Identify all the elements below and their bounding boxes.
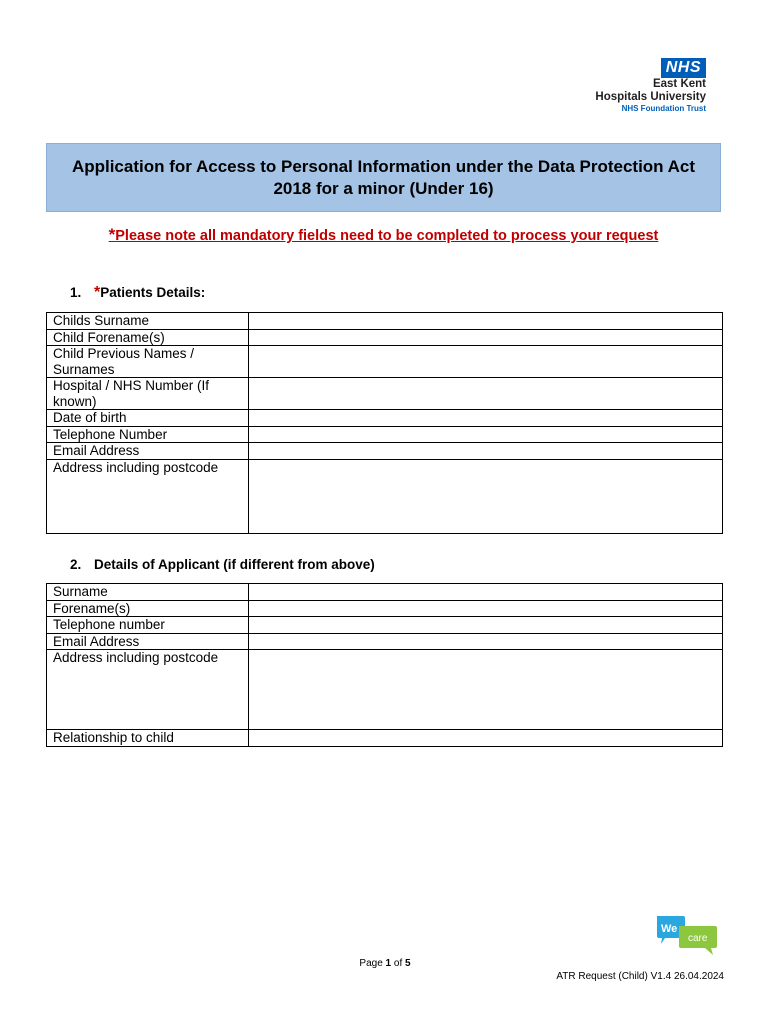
logo-foundation-trust: NHS Foundation Trust bbox=[621, 104, 706, 113]
field-label: Telephone Number bbox=[47, 426, 249, 443]
we-care-logo bbox=[655, 914, 719, 956]
applicant-forename-field[interactable] bbox=[249, 600, 723, 617]
title-box bbox=[46, 143, 721, 212]
mandatory-star: * bbox=[108, 225, 116, 244]
logo-east-kent: East Kent bbox=[652, 78, 706, 90]
field-label: Relationship to child bbox=[47, 730, 249, 747]
child-previous-names-field[interactable] bbox=[249, 346, 723, 378]
section1-heading bbox=[70, 284, 205, 302]
child-forename-field[interactable] bbox=[249, 329, 723, 346]
nhs-logo bbox=[595, 58, 706, 114]
field-label: Child Forename(s) bbox=[47, 329, 249, 346]
table-row bbox=[47, 410, 723, 427]
table-row bbox=[47, 426, 723, 443]
field-label: Email Address bbox=[47, 633, 249, 650]
field-label: Telephone number bbox=[47, 617, 249, 634]
section2-heading bbox=[70, 557, 375, 572]
table-row bbox=[47, 329, 723, 346]
table-row bbox=[47, 443, 723, 460]
page-prefix: Page bbox=[359, 958, 386, 969]
relationship-field[interactable] bbox=[249, 730, 723, 747]
page-title: Application for Access to Personal Information under the Data Protection Act 2018 for a minor (Under 16) bbox=[71, 156, 696, 198]
section2-title: Details of Applicant (if different from above) bbox=[94, 557, 375, 572]
section2-number: 2. bbox=[70, 557, 82, 572]
mandatory-note-text: Please note all mandatory fields need to be completed to process your request bbox=[115, 228, 659, 244]
applicant-telephone-field[interactable] bbox=[249, 617, 723, 634]
table-row bbox=[47, 313, 723, 330]
field-label: Date of birth bbox=[47, 410, 249, 427]
table-row bbox=[47, 584, 723, 601]
childs-surname-field[interactable] bbox=[249, 313, 723, 330]
field-label: Address including postcode bbox=[47, 650, 249, 730]
field-label: Forename(s) bbox=[47, 600, 249, 617]
applicant-address-field[interactable] bbox=[249, 650, 723, 730]
we-text: We bbox=[661, 923, 678, 935]
telephone-number-field[interactable] bbox=[249, 426, 723, 443]
nhs-badge: NHS bbox=[661, 58, 706, 78]
table-row bbox=[47, 633, 723, 650]
page-total: 5 bbox=[405, 958, 411, 969]
field-label: Address including postcode bbox=[47, 459, 249, 533]
field-label: Child Previous Names / Surnames bbox=[47, 346, 249, 378]
document-reference: ATR Request (Child) V1.4 26.04.2024 bbox=[556, 971, 724, 982]
address-field[interactable] bbox=[249, 459, 723, 533]
table-row bbox=[47, 459, 723, 533]
table-row bbox=[47, 346, 723, 378]
applicant-details-table bbox=[46, 583, 723, 747]
page-number bbox=[0, 958, 770, 969]
applicant-email-field[interactable] bbox=[249, 633, 723, 650]
patient-details-table bbox=[46, 312, 723, 534]
date-of-birth-field[interactable] bbox=[249, 410, 723, 427]
section1-star: * bbox=[94, 284, 101, 301]
email-address-field[interactable] bbox=[249, 443, 723, 460]
field-label: Surname bbox=[47, 584, 249, 601]
care-text: care bbox=[688, 933, 708, 944]
field-label: Childs Surname bbox=[47, 313, 249, 330]
table-row bbox=[47, 617, 723, 634]
table-row bbox=[47, 650, 723, 730]
table-row bbox=[47, 378, 723, 410]
page-current: 1 bbox=[385, 958, 392, 969]
table-row bbox=[47, 600, 723, 617]
logo-hospitals-university: Hospitals University bbox=[595, 91, 706, 103]
field-label: Hospital / NHS Number (If known) bbox=[47, 378, 249, 410]
applicant-surname-field[interactable] bbox=[249, 584, 723, 601]
section1-title: Patients Details: bbox=[100, 285, 206, 300]
section1-number: 1. bbox=[70, 285, 82, 300]
table-row bbox=[47, 730, 723, 747]
mandatory-note bbox=[46, 225, 721, 245]
field-label: Email Address bbox=[47, 443, 249, 460]
hospital-nhs-number-field[interactable] bbox=[249, 378, 723, 410]
page-of: of bbox=[391, 958, 406, 969]
